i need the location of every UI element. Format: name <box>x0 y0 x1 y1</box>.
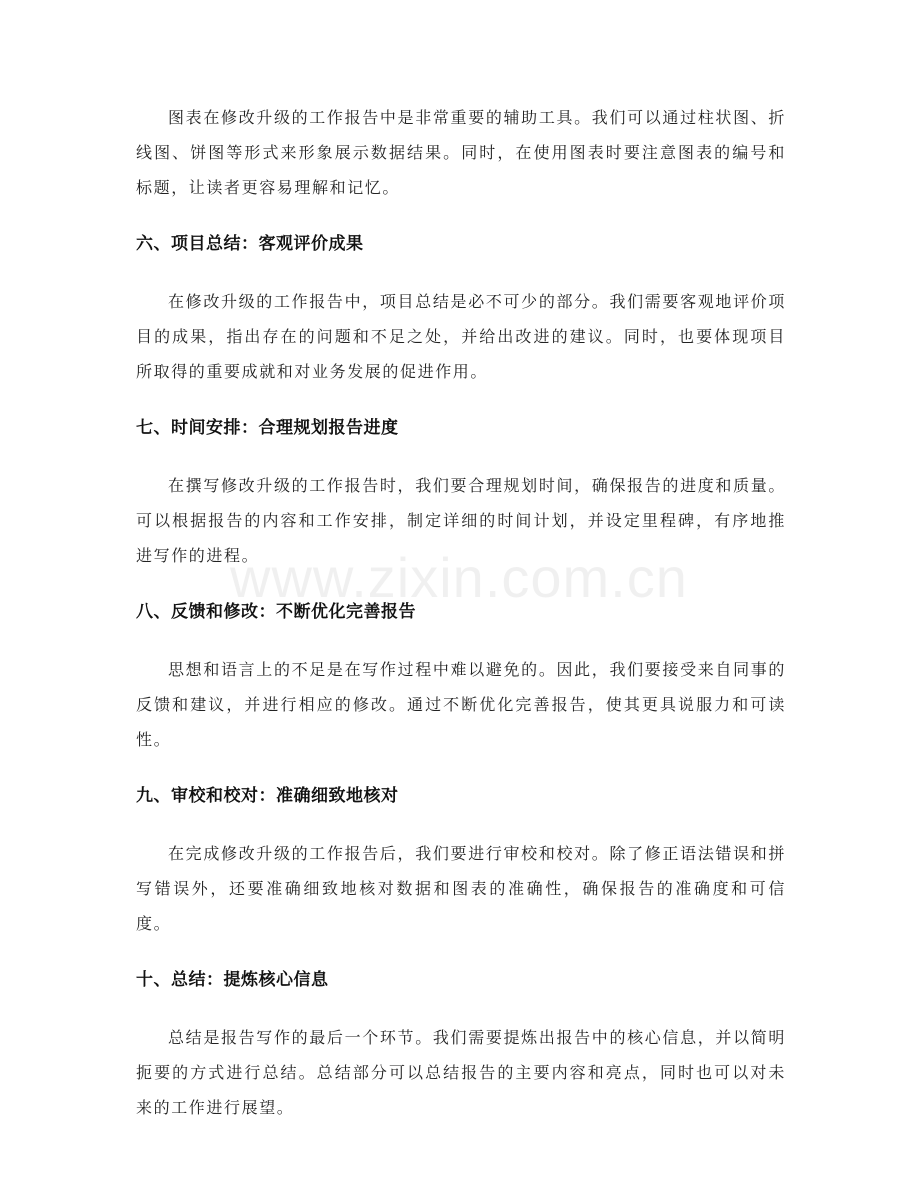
paragraph-time-schedule: 在撰写修改升级的工作报告时，我们要合理规划时间，确保报告的进度和质量。可以根据报告的内容和工作安排，制定详细的时间计划，并设定里程碑，有序地推进写作的进程。 <box>136 476 786 565</box>
heading-section-6: 六、项目总结：客观评价成果 <box>136 234 364 254</box>
paragraph-conclusion: 总结是报告写作的最后一个环节。我们需要提炼出报告中的核心信息，并以简明扼要的方式进行总结。总结部分可以总结报告的主要内容和亮点，同时也可以对未来的工作进行展望。 <box>136 1028 786 1117</box>
paragraph-charts: 图表在修改升级的工作报告中是非常重要的辅助工具。我们可以通过柱状图、折线图、饼图等形式来形象展示数据结果。同时，在使用图表时要注意图表的编号和标题，让读者更容易理解和记忆。 <box>136 108 786 197</box>
heading-section-10: 十、总结：提炼核心信息 <box>136 970 329 990</box>
heading-section-7: 七、时间安排：合理规划报告进度 <box>136 418 399 438</box>
document-page <box>136 100 786 1147</box>
paragraph-proofreading: 在完成修改升级的工作报告后，我们要进行审校和校对。除了修正语法错误和拼写错误外，还要准确细致地核对数据和图表的准确性，确保报告的准确度和可信度。 <box>136 844 786 933</box>
paragraph-feedback: 思想和语言上的不足是在写作过程中难以避免的。因此，我们要接受来自同事的反馈和建议，并进行相应的修改。通过不断优化完善报告，使其更具说服力和可读性。 <box>136 660 786 749</box>
paragraph-project-summary: 在修改升级的工作报告中，项目总结是必不可少的部分。我们需要客观地评价项目的成果，指出存在的问题和不足之处，并给出改进的建议。同时，也要体现项目所取得的重要成就和对业务发展的促进作用。 <box>136 292 786 381</box>
watermark-text: www.zixin.com.cn <box>230 546 688 609</box>
heading-section-9: 九、审校和校对：准确细致地核对 <box>136 786 399 806</box>
heading-section-8: 八、反馈和修改：不断优化完善报告 <box>136 602 416 622</box>
